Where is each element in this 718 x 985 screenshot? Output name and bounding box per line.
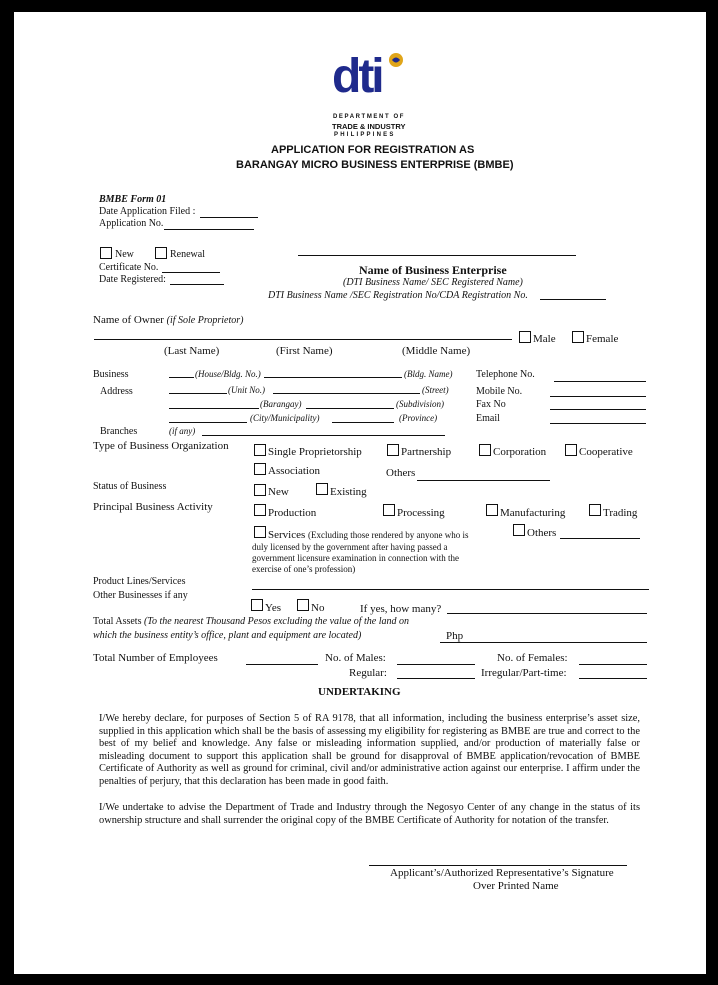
trading-label: Trading [603,507,638,519]
business-name-sub2: DTI Business Name /SEC Registration No/CDA Registration No. [268,290,528,301]
production-label: Production [268,507,317,519]
dept-line-3: PHILIPPINES [334,132,396,138]
other-businesses-label: Other Businesses if any [93,590,188,601]
sole-prop-checkbox[interactable] [254,444,266,456]
female-label: Female [586,333,619,345]
activity-others-label: Others [527,527,557,539]
activity-others-checkbox[interactable] [513,524,525,536]
house-field[interactable] [169,377,194,378]
barangay-caption: (Barangay) [260,399,302,409]
branches-label: Branches [100,426,138,437]
date-filed-label: Date Application Filed : [99,206,196,217]
org-others-label: Others [386,467,416,479]
email-field[interactable] [550,423,646,424]
regular-field[interactable] [397,678,475,679]
how-many-label: If yes, how many? [360,603,442,615]
form-title-2: BARANGAY MICRO BUSINESS ENTERPRISE (BMBE) [236,159,514,171]
undertaking-title: UNDERTAKING [318,686,401,698]
middle-name-caption: (Middle Name) [402,345,471,357]
services-checkbox[interactable] [254,526,266,538]
regular-label: Regular: [349,667,387,679]
dept-line-1: DEPARTMENT OF [333,114,406,120]
php-label: Php [446,630,464,642]
manufacturing-label: Manufacturing [500,507,566,519]
total-assets-note: which the business entity’s office, plant and equipment are located) [93,630,362,641]
city-caption: (City/Municipality) [250,413,320,423]
partnership-checkbox[interactable] [387,444,399,456]
org-others-field[interactable] [417,480,550,481]
street-field[interactable] [273,393,420,394]
services-note-4: exercise of one’s profession) [252,564,356,574]
undertaking-paragraph-1: I/We hereby declare, for purposes of Section 5 of RA 9178, that all information, including the business enterprise’s asset size, supplied in this application which shall be the basis of assessing my eligibility for registering as BMBE are true and correct to the best of my belief and knowledge. Any false or misleading information supplied, and/or production of materially false or misleading document to support this application shall be ground for disapproval of BMBE application/revocation of BMBE Certificate of Authority as well as ground for criminal, civil and/or administrative action against our enterprise. I affirm under the penalties of perjury, that this declaration has been made in good faith. [99,713,640,787]
manufacturing-checkbox[interactable] [486,504,498,516]
date-registered-field[interactable] [170,284,224,285]
business-name-title: Name of Business Enterprise [359,263,507,277]
house-caption: (House/Bldg. No.) [195,369,261,379]
unit-caption: (Unit No.) [228,385,265,395]
new-checkbox[interactable] [100,247,112,259]
females-label: No. of Females: [497,652,568,664]
fax-field[interactable] [550,409,646,410]
product-lines-field[interactable] [252,589,649,590]
form-page [14,12,706,974]
subdivision-caption: (Subdivision) [396,399,444,409]
business-name-sub1: (DTI Business Name/ SEC Registered Name) [343,277,523,288]
province-field[interactable] [332,422,394,423]
telephone-field[interactable] [554,381,646,382]
association-label: Association [268,465,320,477]
how-many-field[interactable] [447,613,647,614]
sole-prop-label: Single Proprietorship [268,446,362,458]
mobile-field[interactable] [550,396,646,397]
male-checkbox[interactable] [519,331,531,343]
partnership-label: Partnership [401,446,452,458]
form-title-1: APPLICATION FOR REGISTRATION AS [271,144,475,156]
activity-others-field[interactable] [560,538,640,539]
services-note-2: duly licensed by the government after having passed a [252,542,448,552]
province-caption: (Province) [399,413,438,423]
new-label: New [115,249,134,260]
business-label: Business [93,369,129,380]
first-name-caption: (First Name) [276,345,333,357]
total-assets-field[interactable] [440,642,647,643]
date-filed-field[interactable] [200,217,258,218]
dept-line-2: TRADE & INDUSTRY [332,122,406,131]
yes-checkbox[interactable] [251,599,263,611]
branches-hint: (if any) [169,426,196,436]
females-field[interactable] [579,664,647,665]
registration-no-field[interactable] [540,299,606,300]
males-label: No. of Males: [325,652,386,664]
cooperative-checkbox[interactable] [565,444,577,456]
product-lines-label: Product Lines/Services [93,576,186,587]
signature-field[interactable] [369,865,627,866]
branches-field[interactable] [202,435,445,436]
female-checkbox[interactable] [572,331,584,343]
signature-caption-1: Applicant’s/Authorized Representative’s Signature [390,867,614,879]
fax-label: Fax No [476,399,506,410]
cert-no-label: Certificate No. [99,262,159,273]
males-field[interactable] [397,664,475,665]
status-existing-label: Existing [330,486,367,498]
irregular-field[interactable] [579,678,647,679]
renewal-checkbox[interactable] [155,247,167,259]
street-caption: (Street) [422,385,449,395]
undertaking-paragraph-2: I/We undertake to advise the Department of Trade and Industry through the Negosyo Center of any change in the status of its ownership structure and shall surrender the original copy of the BMBE Certificate of Authority for notation of the transfer. [99,802,640,826]
status-new-checkbox[interactable] [254,484,266,496]
processing-label: Processing [397,507,445,519]
app-no-field[interactable] [164,229,254,230]
address-label: Address [100,386,133,397]
services-note-3: government licensure examination in connection with the [252,553,459,563]
status-existing-checkbox[interactable] [316,483,328,495]
org-type-label: Type of Business Organization [93,440,229,452]
last-name-caption: (Last Name) [164,345,220,357]
total-assets-label: Total Assets (To the nearest Thousand Pesos excluding the value of the land on [93,616,410,627]
yes-label: Yes [265,602,282,614]
production-checkbox[interactable] [254,504,266,516]
app-no-label: Application No. [99,218,164,229]
barangay-field[interactable] [169,408,259,409]
trading-checkbox[interactable] [589,504,601,516]
corporation-label: Corporation [493,446,547,458]
no-label: No [311,602,325,614]
processing-checkbox[interactable] [383,504,395,516]
email-label: Email [476,413,500,424]
subdivision-field[interactable] [306,408,394,409]
employees-field[interactable] [246,664,318,665]
owner-name-field[interactable] [94,339,512,340]
cooperative-label: Cooperative [579,446,633,458]
no-checkbox[interactable] [297,599,309,611]
status-label: Status of Business [93,481,167,492]
mobile-label: Mobile No. [476,386,523,397]
unit-field[interactable] [169,393,227,394]
renewal-label: Renewal [170,249,205,260]
city-field[interactable] [169,422,247,423]
date-registered-label: Date Registered: [99,274,166,285]
business-name-field[interactable] [298,255,576,256]
activity-label: Principal Business Activity [93,501,213,513]
form-number: BMBE Form 01 [99,194,167,205]
male-label: Male [533,333,556,345]
association-checkbox[interactable] [254,463,266,475]
bldg-caption: (Bldg. Name) [404,369,453,379]
irregular-label: Irregular/Part-time: [481,667,567,679]
owner-label: Name of Owner (if Sole Proprietor) [93,314,244,326]
status-new-label: New [268,486,289,498]
dti-emblem-icon [388,52,404,68]
dti-logo: dti [332,50,382,103]
telephone-label: Telephone No. [476,369,535,380]
services-label: Services (Excluding those rendered by anyone who is [268,529,469,541]
employees-label: Total Number of Employees [93,652,218,664]
corporation-checkbox[interactable] [479,444,491,456]
cert-no-field[interactable] [162,272,220,273]
signature-caption-2: Over Printed Name [473,880,559,892]
bldg-field[interactable] [264,377,402,378]
